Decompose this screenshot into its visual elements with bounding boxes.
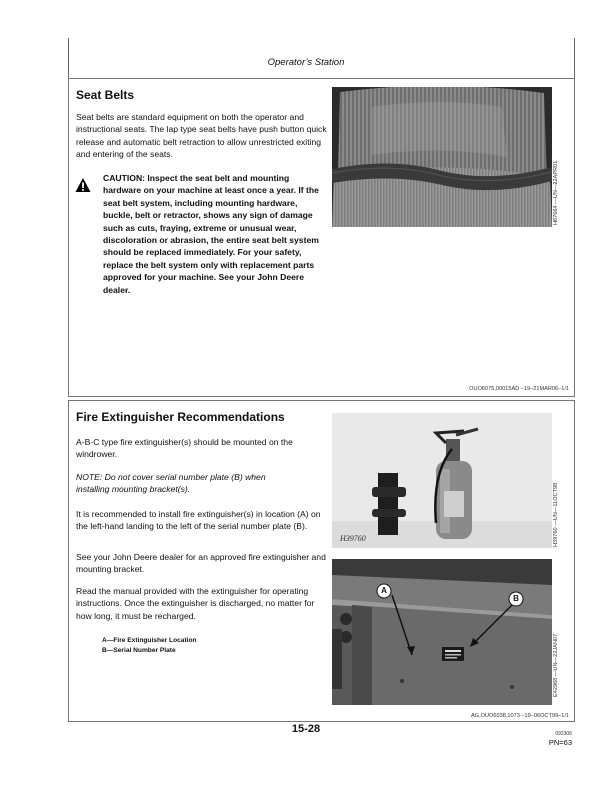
fire-ext-ref: AG,OUO6038,1073 –19–06OCT99–1/1 bbox=[471, 713, 569, 719]
running-head: Operator’s Station bbox=[267, 57, 345, 68]
photo-2-id: E42968 —UN—22JAN07 bbox=[553, 633, 559, 697]
seat-belts-ref: OUO6075,00015AD –19–21MAR06–1/1 bbox=[469, 386, 569, 392]
pn-number: PN=63 bbox=[548, 738, 572, 747]
fire-ext-title: Fire Extinguisher Recommendations bbox=[76, 410, 285, 424]
fire-ext-para-4: Read the manual provided with the extinguisher for operating instructions. Once the extinguisher is discharged, no matter for how long, it must be recharged. bbox=[76, 586, 315, 621]
legend-a: A—Fire Extinguisher Location bbox=[102, 637, 197, 644]
callout-a: A bbox=[381, 586, 387, 595]
windrower-landing-photo bbox=[332, 559, 552, 705]
fire-extinguisher-section bbox=[68, 400, 575, 722]
seat-belt-photo bbox=[332, 87, 552, 227]
doc-code: 092306 bbox=[555, 731, 572, 737]
fire-ext-note: NOTE: Do not cover serial number plate (B) when installing mounting bracket(s). bbox=[76, 472, 266, 495]
fire-ext-para-1: A-B-C type fire extinguisher(s) should be mounted on the windrower. bbox=[76, 437, 293, 460]
seat-belts-section bbox=[68, 78, 575, 397]
page-number: 15-28 bbox=[291, 723, 321, 735]
seat-photo-id: H67664 —UN—22APR01 bbox=[553, 160, 559, 225]
photo-1-label: H39760 bbox=[340, 534, 366, 543]
callout-b: B bbox=[513, 594, 519, 603]
fire-extinguisher-photo bbox=[332, 413, 552, 548]
fire-ext-para-2: It is recommended to install fire extinguisher(s) in location (A) on the left-hand landing to the left of the serial number plate (B). bbox=[76, 509, 321, 532]
seat-belts-title: Seat Belts bbox=[76, 88, 135, 102]
photo-1-id: H39760 —UN—11OCT98 bbox=[553, 482, 559, 547]
seat-belts-body: Seat belts are standard equipment on both the operator and instructional seats. The lap type seat belts have push button quick release and automatic belt retraction to allow unrestricted exiting and entering of the seats. bbox=[76, 112, 327, 160]
fire-ext-para-3: See your John Deere dealer for an approved fire extinguisher and mounting bracket. bbox=[76, 552, 326, 575]
legend-b: B—Serial Number Plate bbox=[102, 647, 176, 654]
caution-text: CAUTION: Inspect the seat belt and mounting hardware on your machine at least once a year. If the seat belt system, including mounting hardware, buckle, belt or retractor, shows any sign of damage such as cuts, fraying, extreme or unusual wear, discoloration or abrasion, the entire seat belt system should be replaced immediately. For your safety, replace the belt system only with replacement parts approved for your machine. See your John Deere dealer. bbox=[103, 173, 319, 295]
warning-icon bbox=[75, 177, 91, 193]
